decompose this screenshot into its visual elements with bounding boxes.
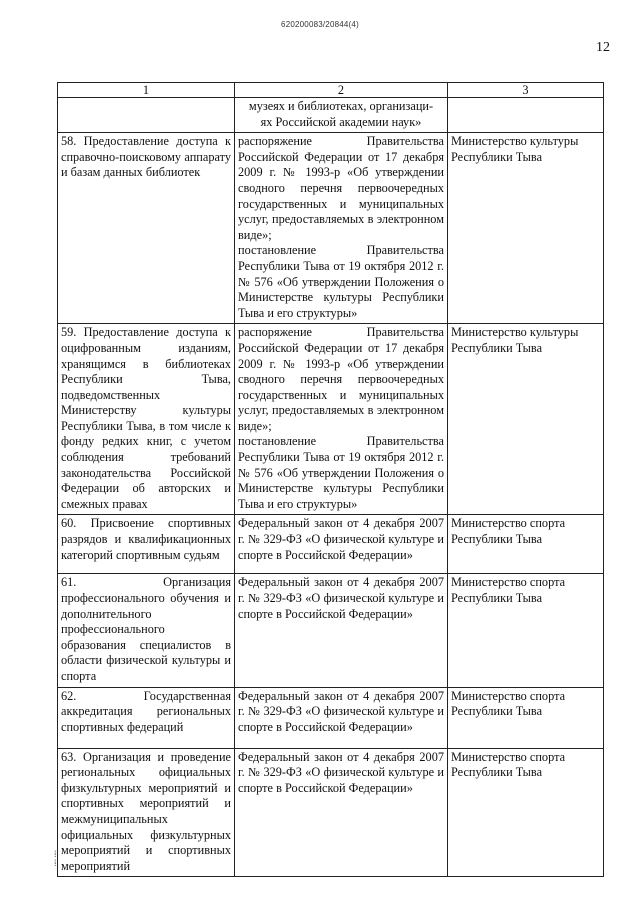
column-number-1: 1 [58,83,235,98]
table-row [58,515,604,574]
ministry-cell: Министерство спорта Республики Тыва [448,748,604,877]
column-number-2: 2 [235,83,448,98]
legal-basis-cell: Федеральный закон от 4 декабря 2007 г. № 329-ФЗ «О физической культуре и спорте в Российской Федерации» [235,574,448,687]
continuation-text: музеях и библиотеках, организаци- ях Российской академии наук» [235,98,448,133]
table-row [58,687,604,748]
continuation-cell-empty-1 [58,98,235,133]
legal-basis-cell: Федеральный закон от 4 декабря 2007 г. № 329-ФЗ «О физической культуре и спорте в Российской Федерации» [235,515,448,574]
ministry-cell: Министерство культуры Республики Тыва [448,133,604,324]
ministry-cell: Министерство культуры Республики Тыва [448,324,604,515]
margin-scan-marks: ⁞ ⁞ [54,849,57,868]
service-name-cell: 61. Организация профессионального обучения и дополнительного профессионального образования специалистов в области физической культуры и спорта [58,574,235,687]
column-number-row [58,83,604,98]
ministry-cell: Министерство спорта Республики Тыва [448,515,604,574]
table-row [58,748,604,877]
service-name-cell: 60. Присвоение спортивных разрядов и квалификационных категорий спортивным судьям [58,515,235,574]
legal-basis-cell: Федеральный закон от 4 декабря 2007 г. № 329-ФЗ «О физической культуре и спорте в Российской Федерации» [235,748,448,877]
service-name-cell: 62. Государственная аккредитация региональных спортивных федераций [58,687,235,748]
service-name-cell: 63. Организация и проведение региональных официальных физкультурных мероприятий и спортивных мероприятий и межмуниципальных официальных физкультурных мероприятий и спортивных мероприятий [58,748,235,877]
service-name-cell: 59. Предоставление доступа к оцифрованным изданиям, хранящимся в библиотеках Республики Тыва, подведомственных Министерству культуры Республики Тыва, в том числе к фонду редких книг, с учетом соблюдения требований законодательства Российской Федерации об авторских и смежных правах [58,324,235,515]
ministry-cell: Министерство спорта Республики Тыва [448,687,604,748]
services-table [57,82,604,877]
continuation-row [58,98,604,133]
legal-basis-cell: распоряжение Правительства Российской Федерации от 17 декабря 2009 г. № 1993-р «Об утверждении сводного перечня первоочередных государственных и муниципальных услуг, предоставляемых в электронном виде»; постановление Правительства Республики Тыва от 19 октября 2012 г. № 576 «Об утверждении Положения о Министерстве культуры Республики Тыва и его структуры» [235,133,448,324]
continuation-cell-empty-3 [448,98,604,133]
table-row [58,133,604,324]
ministry-cell: Министерство спорта Республики Тыва [448,574,604,687]
column-number-3: 3 [448,83,604,98]
legal-basis-cell: распоряжение Правительства Российской Федерации от 17 декабря 2009 г. № 1993-р «Об утверждении сводного перечня первоочередных государственных и муниципальных услуг, предоставляемых в электронном виде»; постановление Правительства Республики Тыва от 19 октября 2012 г. № 576 «Об утверждении Положения о Министерстве культуры Республики Тыва и его структуры» [235,324,448,515]
page-number: 12 [596,40,610,55]
table-row [58,574,604,687]
service-name-cell: 58. Предоставление доступа к справочно-поисковому аппарату и базам данных библиотек [58,133,235,324]
table-row [58,324,604,515]
document-code: 620200083/20844(4) [281,20,359,29]
legal-basis-cell: Федеральный закон от 4 декабря 2007 г. № 329-ФЗ «О физической культуре и спорте в Российской Федерации» [235,687,448,748]
